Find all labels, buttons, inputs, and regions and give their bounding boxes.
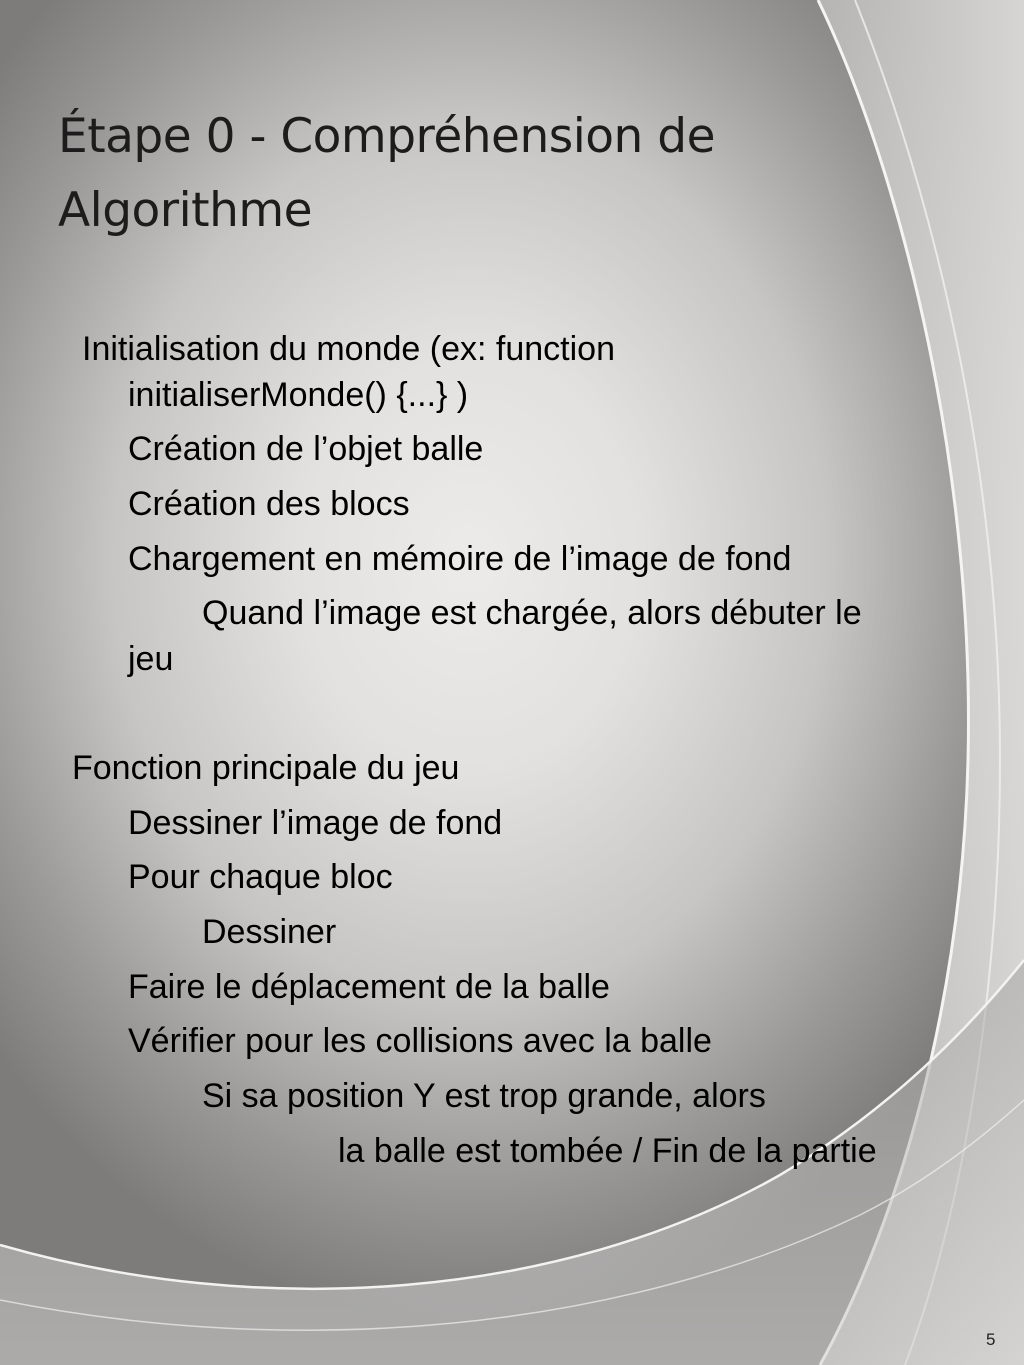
list-item-create-ball: Création de l’objet balle bbox=[128, 430, 484, 468]
slide-title-line-2: Algorithme bbox=[58, 183, 313, 238]
list-item-main-function: Fonction principale du jeu bbox=[72, 749, 460, 787]
list-item-when-loaded-line-1: Quand l’image est chargée, alors débuter le bbox=[202, 594, 862, 632]
list-item-draw: Dessiner bbox=[202, 913, 337, 951]
list-item-ball-fell: la balle est tombée / Fin de la partie bbox=[338, 1132, 877, 1170]
slide-number: 5 bbox=[986, 1330, 996, 1349]
list-item-create-blocks: Création des blocs bbox=[128, 485, 410, 523]
list-item-check-collisions: Vérifier pour les collisions avec la balle bbox=[128, 1022, 712, 1060]
list-item-move-ball: Faire le déplacement de la balle bbox=[128, 968, 610, 1006]
list-item-load-background: Chargement en mémoire de l’image de fond bbox=[128, 540, 792, 578]
list-item-init-line-1: Initialisation du monde (ex: function bbox=[82, 330, 615, 368]
list-item-draw-background: Dessiner l’image de fond bbox=[128, 804, 503, 842]
list-item-when-loaded-line-2: jeu bbox=[128, 640, 174, 678]
list-item-for-each-block: Pour chaque bloc bbox=[128, 858, 393, 896]
list-item-init-line-2: initialiserMonde() {...} ) bbox=[128, 376, 469, 414]
slide-title-line-1: Étape 0 - Compréhension de bbox=[58, 109, 716, 164]
list-item-if-position-y: Si sa position Y est trop grande, alors bbox=[202, 1077, 766, 1115]
